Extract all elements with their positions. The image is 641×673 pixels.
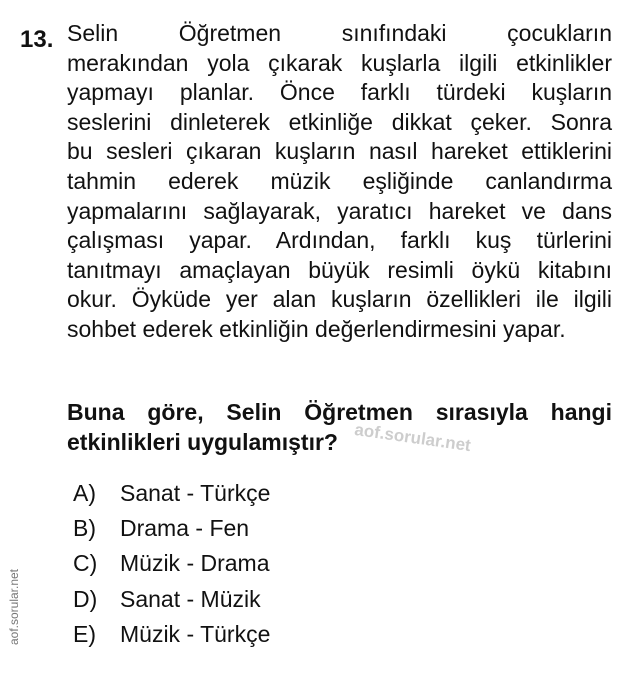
question-prompt	[67, 397, 612, 457]
option-letter: D)	[73, 586, 98, 612]
option-text: Müzik - Drama	[120, 550, 270, 576]
question-stem	[67, 19, 612, 345]
option-text: Müzik - Türkçe	[120, 621, 271, 647]
prompt-line: Buna göre, Selin Öğretmen sırasıyla hangi	[67, 399, 612, 425]
stem-line: yapmalarını sağlayarak, yaratıcı hareket ve dans	[67, 197, 612, 224]
option-letter: E)	[73, 621, 96, 647]
watermark: aof.sorular.net	[353, 420, 473, 456]
option-text: Drama - Fen	[120, 515, 250, 541]
option-d[interactable]	[73, 584, 433, 614]
stem-line: yapmayı planlar. Önce farklı türdeki kuşların	[67, 79, 612, 106]
stem-line: bu sesleri çıkaran kuşların nasıl hareket ettiklerini	[67, 138, 612, 165]
option-text: Sanat - Türkçe	[120, 480, 271, 506]
option-letter: B)	[73, 515, 96, 541]
stem-line: okur. Öyküde yer alan kuşların özellikleri ile ilgili	[67, 286, 612, 313]
prompt-line: etkinlikleri uygulamıştır?	[67, 429, 338, 455]
stem-line: seslerini dinleterek etkinliğe dikkat çeker. Sonra	[67, 108, 612, 135]
stem-line: tanıtmayı amaçlayan büyük resimli öykü kitabını	[67, 256, 612, 283]
stem-line: sohbet ederek etkinliğin değerlendirmesini yapar.	[67, 315, 566, 342]
option-letter: C)	[73, 550, 98, 576]
option-a[interactable]	[73, 478, 433, 508]
stem-line: Selin Öğretmen sınıfındaki çocukların	[67, 20, 612, 46]
side-watermark: aof.sorular.net	[7, 568, 22, 646]
option-c[interactable]	[73, 548, 433, 578]
question-number: 13.	[20, 26, 54, 53]
stem-line: tahmin ederek müzik eşliğinde canlandırma	[67, 167, 612, 194]
stem-line: çalışması yapar. Ardından, farklı kuş türlerini	[67, 227, 612, 254]
option-text: Sanat - Müzik	[120, 586, 261, 612]
option-b[interactable]	[73, 513, 433, 543]
option-e[interactable]	[73, 619, 433, 649]
option-letter: A)	[73, 480, 96, 506]
stem-line: merakından yola çıkarak kuşlarla ilgili etkinlikler	[67, 49, 612, 76]
